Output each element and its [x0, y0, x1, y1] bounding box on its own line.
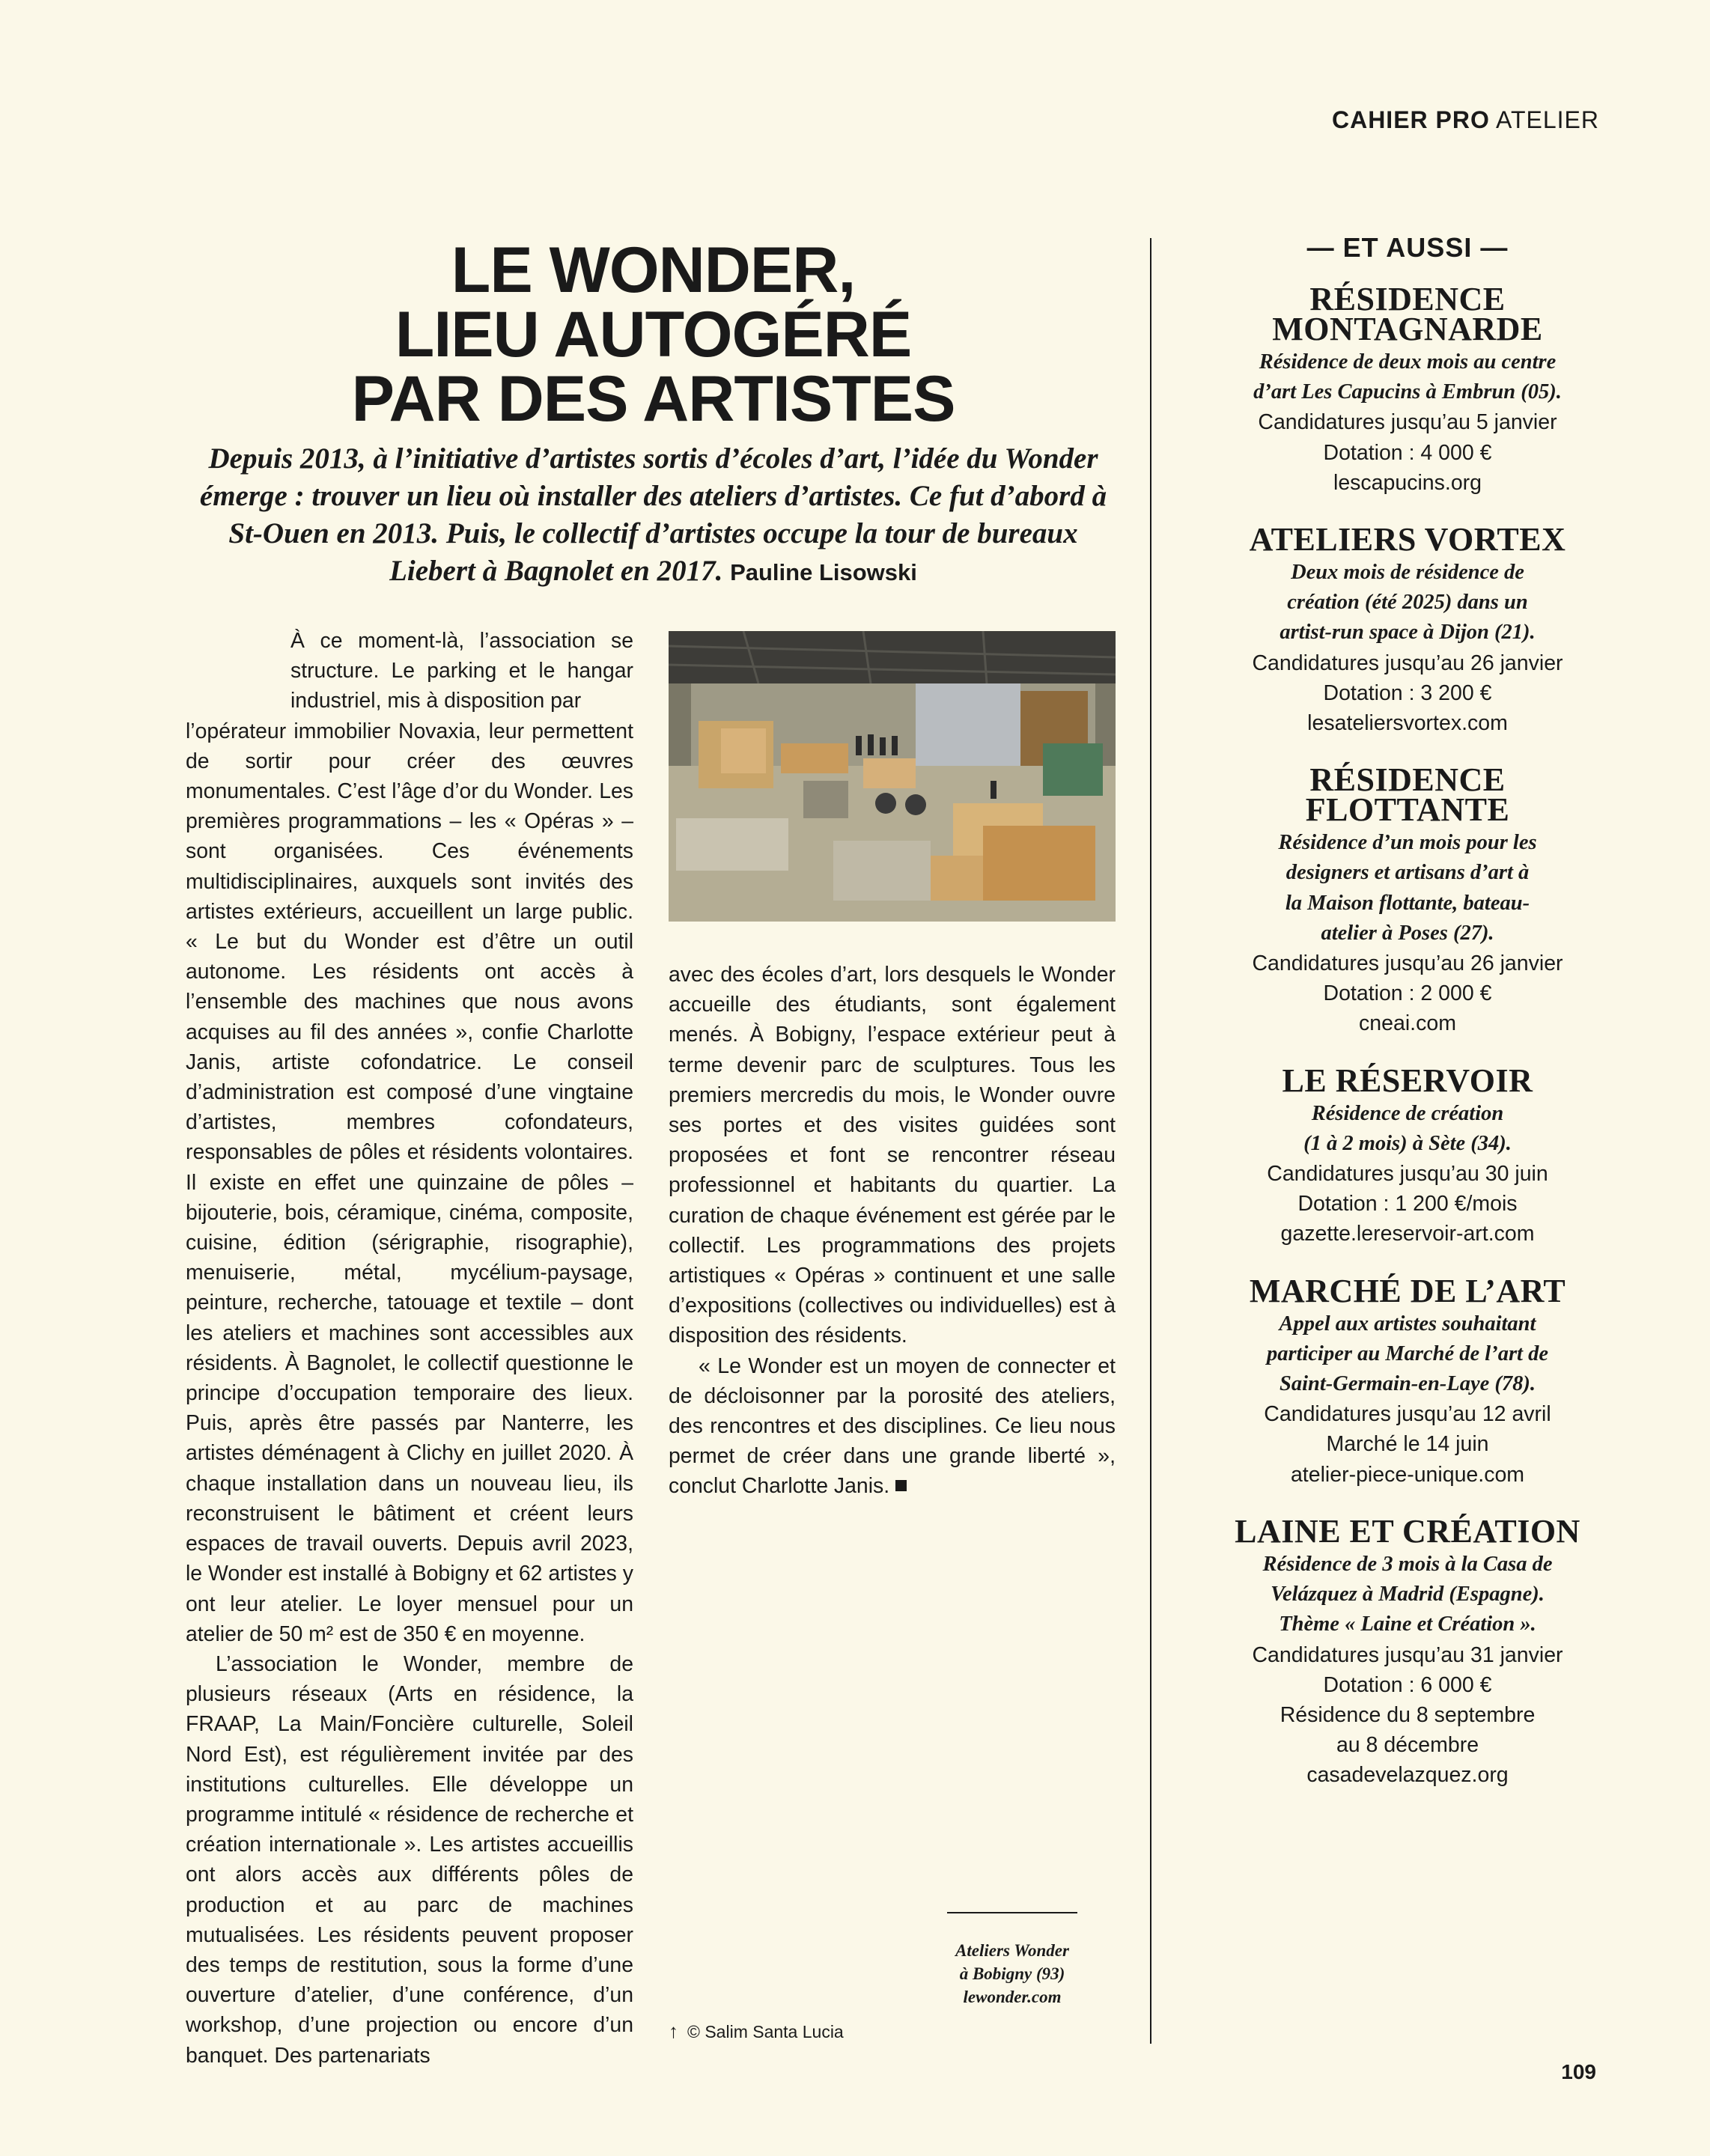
body-paragraph-final	[669, 1351, 1116, 1502]
sidebar-et-aussi	[1183, 232, 1632, 1818]
sidebar-entry-title	[1183, 1062, 1632, 1099]
info-line: casadevelazquez.org	[1306, 1763, 1509, 1788]
info-line: Dotation : 1 200 €/mois	[1297, 1192, 1518, 1216]
running-head	[1332, 106, 1599, 134]
article-headline	[187, 234, 1119, 435]
page-number: 109	[1561, 2060, 1596, 2083]
sidebar-entry	[1183, 1272, 1632, 1490]
description-line: Appel aux artistes souhaitant	[1279, 1312, 1536, 1336]
workshop-photo-illustration	[669, 631, 1116, 922]
sidebar-entry	[1183, 521, 1632, 738]
photo-credit-text: © Salim Santa Lucia	[687, 2022, 844, 2041]
description-line: designers et artisans d’art à	[1285, 861, 1530, 885]
sidebar-entry-description	[1183, 347, 1632, 407]
body-paragraph: avec des écoles d’art, lors desquels le Wonder accueille des étudiants, sont également menés. À Bobigny, l’espace extérieur peut à terme devenir parc de sculptures. Tous les premiers mercredis du mois, le Wonder ouvre ses portes et des visites guidées sont proposées et font se rencontrer réseau professionnel et habitants du quartier. La curation de chaque événement est gérée par le collectif. Les programmations des projets artistiques « Opéras » continuent et une salle d’expositions (collectives ou individuelles) est à disposition des résidents.	[669, 963, 1116, 1348]
standfirst-text: Depuis 2013, à l’initiative d’artistes sortis d’écoles d’art, l’idée du Wonder émerge : trouver un lieu où installer des ateliers d’artistes. Ce fut d’abord à St-Ouen en 2013. Puis, le collectif d’artistes occupe la tour de bureaux Liebert à Bagnolet en 2017.	[199, 442, 1107, 587]
description-line: (1 à 2 mois) à Sète (34).	[1303, 1131, 1512, 1155]
description-line: Deux mois de résidence de	[1291, 561, 1524, 585]
headline-line: LIEU AUTOGÉRÉ	[395, 299, 912, 371]
sidebar-entry	[1183, 281, 1632, 498]
description-line: Résidence de création	[1311, 1101, 1504, 1125]
sidebar-entry-title	[1183, 1512, 1632, 1550]
body-paragraph: À ce moment-là, l’association se structure. Le parking et le hangar industriel, mis à disposition par	[290, 629, 633, 713]
sidebar-entry-info	[1183, 1640, 1632, 1791]
photo-caption	[925, 1939, 1100, 2009]
info-line: atelier-piece-unique.com	[1290, 1462, 1525, 1487]
sidebar-entries	[1183, 281, 1632, 1791]
description-line: création (été 2025) dans un	[1287, 591, 1528, 615]
sidebar-entry-title-line: ATELIERS VORTEX	[1249, 521, 1566, 558]
sidebar-entry-title-line: RÉSIDENCE	[1309, 761, 1506, 799]
sidebar-entry-title	[1183, 1272, 1632, 1309]
description-line: Velázquez à Madrid (Espagne).	[1271, 1583, 1545, 1607]
info-line: Marché le 14 juin	[1326, 1432, 1489, 1457]
info-line: Candidatures jusqu’au 5 janvier	[1258, 410, 1557, 435]
description-line: Résidence de deux mois au centre	[1259, 350, 1557, 374]
info-line: Candidatures jusqu’au 26 janvier	[1252, 651, 1563, 675]
sidebar-title: — ET AUSSI —	[1306, 232, 1509, 263]
photo-credit	[669, 2020, 844, 2043]
description-line: d’art Les Capucins à Embrun (05).	[1253, 380, 1562, 404]
sidebar-entry-info	[1183, 948, 1632, 1039]
caption-line: lewonder.com	[963, 1988, 1062, 2006]
sidebar-entry-description	[1183, 558, 1632, 648]
sidebar-entry-info	[1183, 648, 1632, 739]
article-column-2	[669, 960, 1116, 1502]
description-line: participer au Marché de l’art de	[1266, 1342, 1548, 1365]
info-line: cneai.com	[1359, 1011, 1456, 1036]
description-line: artist-run space à Dijon (21).	[1280, 621, 1536, 645]
info-line: au 8 décembre	[1336, 1733, 1479, 1758]
sidebar-entry-description	[1183, 1550, 1632, 1640]
arrow-up-icon: ↑	[669, 2020, 678, 2042]
subsection-label: ATELIER	[1496, 106, 1599, 133]
info-line: Dotation : 3 200 €	[1323, 680, 1492, 705]
caption-line: Ateliers Wonder	[955, 1941, 1069, 1960]
column-divider	[1150, 238, 1151, 2044]
sidebar-entry-title	[1183, 761, 1632, 829]
info-line: lesateliersvortex.com	[1307, 711, 1508, 736]
headline-line: LE WONDER,	[451, 234, 856, 306]
info-line: Candidatures jusqu’au 12 avril	[1264, 1402, 1551, 1427]
info-line: Dotation : 2 000 €	[1323, 981, 1492, 1006]
sidebar-entry	[1183, 1512, 1632, 1791]
info-line: Candidatures jusqu’au 31 janvier	[1252, 1642, 1563, 1667]
body-paragraph-text: « Le Wonder est un moyen de connecter et de décloisonner par la porosité des ateliers, des rencontres et des disciplines. Ce lieu nous permet de créer dans une grande liberté », conclut Charlotte Janis.	[669, 1353, 1116, 1499]
sidebar-entry-description	[1183, 1099, 1632, 1159]
sidebar-entry-info	[1183, 407, 1632, 498]
sidebar-entry	[1183, 761, 1632, 1038]
sidebar-entry	[1183, 1062, 1632, 1249]
info-line: gazette.lereservoir-art.com	[1280, 1222, 1535, 1246]
description-line: Saint-Germain-en-Laye (78).	[1280, 1372, 1536, 1396]
body-paragraph: L’association le Wonder, membre de plusieurs réseaux (Arts en résidence, la FRAAP, La Main/Foncière culturelle, Soleil Nord Est), est régulièrement invitée par des institutions culturelles. Elle développe un programme intitulé « résidence de recherche et création internationale ». Les artistes accueillis ont alors accès aux différents pôles de production et au parc de machines mutualisées. Les résidents peuvent proposer des temps de restitution, sous la forme d’une ouverture d’atelier, d’une conférence, d’un workshop, d’une projection ou encore d’un banquet. Des partenariats	[186, 1651, 633, 2068]
body-paragraph: l’opérateur immobilier Novaxia, leur permettent de sortir pour créer des œuvres monumentales. C’est l’âge d’or du Wonder. Les premières programmations – les « Opéras » – sont organisées. Ces événements multidisciplinaires, auxquels sont invités des artistes extérieurs, accueillent un large public. « Le but du Wonder est d’être un outil autonome. Les résidents ont accès à l’ensemble des machines que nous avons acquises au fil des années », confie Charlotte Janis, artiste cofondatrice. Le conseil d’administration est composé d’une vingtaine d’artistes, membres cofondateurs, responsables de pôles et résidents volontaires. Il existe en effet une quinzaine de pôles – bijouterie, bois, céramique, cinéma, composite, cuisine, édition (sérigraphie, risographie), menuiserie, métal, mycélium-paysage, peinture, recherche, tatouage et textile – dont les ateliers et machines sont accessibles aux résidents. À Bagnolet, le collectif questionne le principe d’occupation temporaire des lieux. Puis, après être passés par Nanterre, les artistes déménagent à Clichy en juillet 2020. À chaque installation dans un nouveau lieu, ils reconstruisent le bâtiment et créent leurs espaces de travail ouverts. Depuis avril 2023, le Wonder est installé à Bobigny et 62 artistes y ont leur atelier. Le loyer mensuel pour un atelier de 50 m² est de 350 € en moyenne.	[186, 719, 633, 1646]
section-label: CAHIER PRO	[1331, 106, 1490, 133]
description-line: Thème « Laine et Création ».	[1279, 1613, 1536, 1636]
sidebar-entry-description	[1183, 1309, 1632, 1400]
description-line: Résidence d’un mois pour les	[1278, 831, 1537, 855]
sidebar-entry-title-line: RÉSIDENCE	[1309, 281, 1506, 317]
caption-line: à Bobigny (93)	[959, 1964, 1065, 1983]
sidebar-entry-title-line: LE RÉSERVOIR	[1282, 1062, 1533, 1099]
sidebar-entry-description	[1183, 828, 1632, 948]
sidebar-entry-info	[1183, 1159, 1632, 1249]
caption-rule	[947, 1912, 1077, 1913]
article-standfirst	[187, 440, 1119, 591]
sidebar-entry-title-line: MONTAGNARDE	[1272, 311, 1543, 347]
headline-line: PAR DES ARTISTES	[351, 363, 955, 435]
end-mark-icon	[895, 1480, 907, 1491]
description-line: atelier à Poses (27).	[1321, 921, 1494, 945]
info-line: Candidatures jusqu’au 30 juin	[1267, 1162, 1548, 1187]
info-line: Résidence du 8 septembre	[1280, 1702, 1536, 1727]
workshop-photo	[669, 631, 1116, 922]
sidebar-entry-title-line: MARCHÉ DE L’ART	[1249, 1272, 1566, 1309]
info-line: Candidatures jusqu’au 26 janvier	[1252, 951, 1563, 976]
author-name: Pauline Lisowski	[730, 559, 917, 585]
info-line: Dotation : 4 000 €	[1323, 440, 1492, 465]
sidebar-entry-title	[1183, 521, 1632, 558]
description-line: la Maison flottante, bateau-	[1285, 891, 1530, 915]
info-line: lescapucins.org	[1333, 470, 1482, 495]
article-column-1	[186, 626, 633, 2071]
sidebar-entry-info	[1183, 1399, 1632, 1490]
sidebar-entry-title-line: FLOTTANTE	[1305, 791, 1510, 829]
sidebar-entry-title	[1183, 281, 1632, 347]
info-line: Dotation : 6 000 €	[1323, 1672, 1492, 1697]
sidebar-entry-title-line: LAINE ET CRÉATION	[1235, 1512, 1580, 1550]
description-line: Résidence de 3 mois à la Casa de	[1262, 1552, 1553, 1576]
